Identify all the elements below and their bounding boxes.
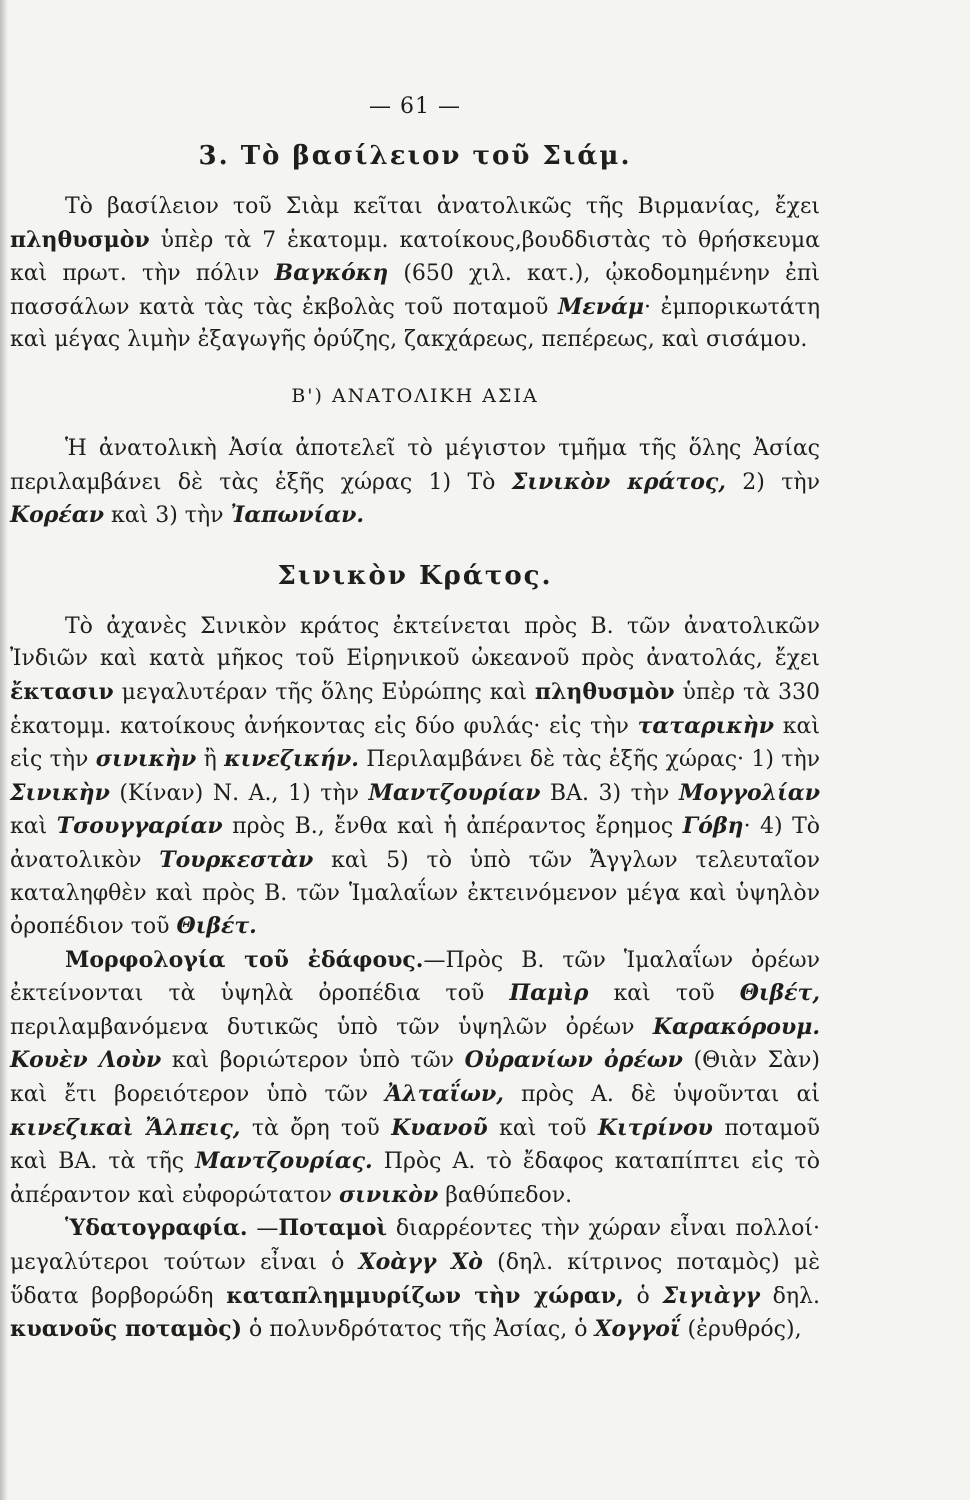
east-asia-paragraph: Ἡ ἀνατολικὴ Ἀσία ἀποτελεῖ τὸ μέγιστον τμῆμα τῆς ὅλης Ἀσίας περιλαμβάνει δὲ τὰς ἑξῆς χώρας 1) Τὸ Σινικὸν κράτος, 2) τὴν Κορέαν καὶ 3) τὴν Ἰαπωνίαν. [10, 435, 820, 529]
china-paragraph-morphology: Μορφολογία τοῦ ἐδάφους.—Πρὸς Β. τῶν Ἱμαλαΐων ὀρέων ἐκτείνονται τὰ ὑψηλὰ ὀροπέδια τοῦ Παμὶρ καὶ τοῦ Θιβέτ, περιλαμβανόμενα δυτικῶς ὑπὸ τῶν ὑψηλῶν ὀρέων Καρακόρουμ. Κουὲν Λοὺν καὶ βοριώτερον ὑπὸ τῶν Οὐρανίων ὀρέων (Θιὰν Σὰν) καὶ ἔτι βορειότερον ὑπὸ τῶν Ἀλταΐων, πρὸς Α. δὲ ὑψοῦνται αἱ κινεζικαὶ Ἄλπεις, τὰ ὄρη τοῦ Κυανοῦ καὶ τοῦ Κιτρίνου ποταμοῦ καὶ ΒΑ. τὰ τῆς Μαντζουρίας. Πρὸς Α. τὸ ἔδαφος καταπίπτει εἰς τὸ ἀπέραντον καὶ εὐφορώτατον σινικὸν βαθύπεδον. [10, 946, 821, 1208]
siam-heading: 3. Τὸ βασίλειον τοῦ Σιάμ. [198, 141, 632, 171]
china-paragraph-hydrography: Ὑδατογραφία. —Ποταμοὶ διαρρέοντες τὴν χώραν εἶναι πολλοί· μεγαλύτεροι τούτων εἶναι ὁ Χοὰγγ Χὸ (δηλ. κίτρινος ποταμὸς) μὲ ὕδατα βορβορώδη καταπλημμυρίζων τὴν χώραν, ὁ Σιγιὰγγ δηλ. κυανοῦς ποταμὸς) ὁ πολυνδρότατος τῆς Ἀσίας, ὁ Χογγοΐ (ἐρυθρός), [10, 1215, 821, 1343]
china-heading: Σινικὸν Κράτος. [277, 560, 553, 591]
siam-paragraph: Τὸ βασίλειον τοῦ Σιὰμ κεῖται ἀνατολικῶς τῆς Βιρμανίας, ἔχει πληθυσμὸν ὑπὲρ τὰ 7 ἑκατομμ. κατοίκους,βουδδιστὰς τὸ θρήσκευμα καὶ πρωτ. τὴν πόλιν Βαγκόκη (650 χιλ. κατ.), ᾠκοδομημένην ἐπὶ πασσάλων κατὰ τὰς τὰς ἐκβολὰς τοῦ ποταμοῦ Μενάμ· ἐμπορικωτάτη καὶ μέγας λιμὴν ἐξαγωγῆς ὀρύζης, ζακχάρεως, πεπέρεως, καὶ σισάμου. [10, 194, 821, 353]
page-number: — 61 — [369, 94, 461, 119]
page-edge-shadow [0, 0, 8, 1500]
china-paragraph-1: Τὸ ἀχανὲς Σινικὸν κράτος ἐκτείνεται πρὸς Β. τῶν ἀνατολικῶν Ἰνδιῶν καὶ κατὰ μῆκος τοῦ Εἰρηνικοῦ ὠκεανοῦ πρὸς ἀνατολάς, ἔχει ἔκτασιν μεγαλυτέραν τῆς ὅλης Εὐρώπης καὶ πληθυσμὸν ὑπὲρ τὰ 330 ἑκατομμ. κατοίκους ἀνήκοντας εἰς δύο φυλάς· εἰς τὴν ταταρικὴν καὶ εἰς τὴν σινικὴν ἢ κινεζικήν. Περιλαμβάνει δὲ τὰς ἑξῆς χώρας· 1) τὴν Σινικὴν (Κίναν) Ν. Α., 1) τὴν Μαντζουρίαν ΒΑ. 3) τὴν Μογγολίαν καὶ Τσουγγαρίαν πρὸς Β., ἔνθα καὶ ἡ ἀπέραντος ἔρημος Γόβη· 4) Τὸ ἀνατολικὸν Τουρκεστὰν καὶ 5) τὸ ὑπὸ τῶν Ἄγγλων τελευταῖον καταληφθὲν καὶ πρὸς Β. τῶν Ἱμαλαΐων ἐκτεινόμενον μέγα καὶ ὑψηλὸν ὀροπέδιον τοῦ Θιβέτ. [10, 613, 821, 940]
east-asia-heading: Β') ΑΝΑΤΟΛΙΚΗ ΑΣΙΑ [291, 384, 539, 407]
